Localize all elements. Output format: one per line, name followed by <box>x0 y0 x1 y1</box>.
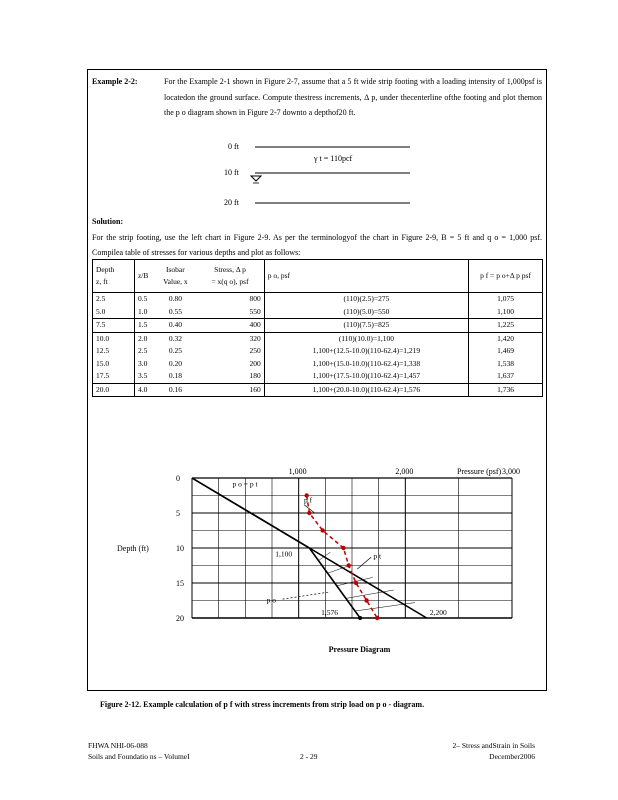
header-zb: z/B <box>134 260 154 293</box>
header-depth: Depth z, ft <box>93 260 135 293</box>
header-po: p o, psf <box>264 260 468 293</box>
zb-cell: 3.5 <box>137 371 148 380</box>
y-axis-title: Depth (ft) <box>117 544 149 553</box>
label-po-eq-pt: p o = p t <box>232 479 258 489</box>
header-pf: p f = p o+Δ p psf <box>469 260 543 293</box>
isobar-cell: 0.40 <box>154 319 196 333</box>
stress-cell: 550 <box>196 306 264 319</box>
pf-cell: 1,538 <box>497 358 514 368</box>
po-cell: 1,100+(15.0-10.0)(110-62.4)=1,338 <box>264 358 468 371</box>
table-row <box>93 345 543 358</box>
pf-cell: 1,637 <box>497 371 514 380</box>
x-tick-label: 2,000 <box>395 467 414 476</box>
pf-point <box>354 581 358 585</box>
pf-point <box>307 511 311 515</box>
po-leader <box>283 592 329 599</box>
zb-cell: 1.5 <box>134 319 154 333</box>
isobar-cell: 0.32 <box>154 332 196 345</box>
isobar-cell: 0.25 <box>168 346 182 355</box>
depth-10-label: 10 ft <box>224 168 239 177</box>
zb-cell: 3.0 <box>137 358 148 368</box>
diagram-title: Pressure Diagram <box>328 645 391 654</box>
isobar-cell: 0.20 <box>168 358 182 368</box>
pt-leader <box>357 557 371 569</box>
pressure-diagram <box>92 450 542 670</box>
depth-cell: 20.0 <box>93 383 135 397</box>
table-row <box>93 319 543 333</box>
pf-point <box>320 528 324 532</box>
footer-left: FHWA NHI-06-088 Soils and Foundatio ns – VolumeI <box>88 741 190 761</box>
water-table-icon <box>251 176 261 181</box>
label-pt: p t <box>373 551 382 561</box>
solution-text: For the strip footing, use the left chart in Figure 2-9. As per the terminologyof the chart in Figure 2-9, B = 5 ft and q o = 1,000 psf. Compilea table of stresses for various depths and plot as follows: <box>92 232 542 257</box>
y-tick-label: 10 <box>176 544 184 553</box>
stress-cell: 200 <box>196 358 264 371</box>
table-row <box>93 358 543 371</box>
depth-20-label: 20 ft <box>224 198 239 207</box>
label-1576: 1,576 <box>321 608 338 618</box>
pf-point <box>341 546 345 550</box>
depth-cell: 12.5 <box>93 345 135 358</box>
isobar-cell: 0.18 <box>168 371 182 380</box>
po-cell: 1,100+(20.0-10.0)(110-62.4)=1,576 <box>264 383 468 397</box>
figure-caption: Figure 2-12. Example calculation of p f with stress increments from strip load on p o - diagram. <box>100 700 425 709</box>
stress-cell: 400 <box>196 319 264 333</box>
y-tick-label: 20 <box>176 614 184 623</box>
header-isobar: Isobar Value, x <box>154 260 196 293</box>
depth-cell: 17.5 <box>93 370 135 383</box>
hatch-line <box>355 603 415 611</box>
pf-cell: 1,100 <box>497 306 514 316</box>
footer-page-number: 2 - 29 <box>300 752 318 761</box>
diagram-grid <box>192 478 512 618</box>
x-tick-label: 1,000 <box>288 467 307 476</box>
zb-cell: 2.5 <box>137 346 148 355</box>
stress-cell: 180 <box>196 370 264 383</box>
label-po: p o <box>266 595 277 605</box>
footer-right: 2– Stress andStrain in Soils December2006 <box>452 741 535 761</box>
stress-table <box>92 259 543 397</box>
pf-point <box>364 598 368 602</box>
po-end-point <box>358 616 362 620</box>
example-block <box>92 74 542 138</box>
example-text: For the Example 2-1 shown in Figure 2-7, assume that a 5 ft wide strip footing with a loading intensity of 1,000psf is locatedon the ground surface. Compute thestress increments, Δ p, under thecenterline ofthe footing and plot themon the p o diagram shown in Figure 2-7 downto a depthof20 ft. <box>164 77 542 117</box>
soil-profile-figure <box>220 140 420 210</box>
depth-cell: 2.5 <box>93 293 135 306</box>
depth-cell: 7.5 <box>93 319 135 333</box>
po-cell: (110)(5.0)=550 <box>264 306 468 319</box>
label-pf: p f <box>304 495 313 505</box>
header-stress: Stress, Δ p = x(q o), psf <box>196 260 264 293</box>
pf-cell: 1,469 <box>497 346 514 355</box>
solution-heading: Solution: <box>92 217 124 226</box>
table-row <box>93 383 543 397</box>
x-tick-label: 3,000 <box>502 467 520 476</box>
stress-cell: 250 <box>196 345 264 358</box>
po-cell: 1,100+(17.5-10.0)(110-62.4)=1,457 <box>264 370 468 383</box>
table-row <box>93 370 543 383</box>
isobar-cell: 0.55 <box>168 306 182 316</box>
pf-cell: 1,225 <box>469 319 543 333</box>
y-tick-label: 5 <box>176 509 180 518</box>
stress-cell: 800 <box>196 293 264 306</box>
unit-weight-label: γ t = 110pcf <box>314 154 353 163</box>
pf-cell: 1,075 <box>497 294 514 303</box>
pf-cell: 1,420 <box>469 332 543 345</box>
isobar-cell: 0.16 <box>154 383 196 397</box>
po-cell: (110)(10.0)=1,100 <box>264 332 468 345</box>
depth-cell: 10.0 <box>93 332 135 345</box>
table-row <box>93 332 543 345</box>
x-axis-title: Pressure (psf) <box>457 467 502 476</box>
po-cell: (110)(2.5)=275 <box>264 293 468 306</box>
zb-cell: 1.0 <box>137 306 148 316</box>
y-tick-label: 15 <box>176 579 184 588</box>
zb-cell: 0.5 <box>137 294 148 303</box>
po-cell: (110)(7.5)=825 <box>264 319 468 333</box>
po-cell: 1,100+(12.5-10.0)(110-62.4)=1,219 <box>264 345 468 358</box>
isobar-cell: 0.80 <box>168 294 182 303</box>
stress-cell: 160 <box>196 383 264 397</box>
pf-point <box>346 563 350 567</box>
depth-0-label: 0 ft <box>228 142 239 151</box>
solution-block <box>92 214 542 261</box>
label-2200: 2,200 <box>429 608 447 618</box>
label-1100: 1,100 <box>275 549 293 559</box>
pf-point <box>375 616 379 620</box>
y-tick-label: 0 <box>176 474 180 483</box>
example-label: Example 2-2: <box>92 77 138 86</box>
depth-cell: 15.0 <box>93 358 135 371</box>
stress-cell: 320 <box>196 332 264 345</box>
pf-cell: 1,736 <box>469 383 543 397</box>
zb-cell: 4.0 <box>134 383 154 397</box>
table-row <box>93 293 543 306</box>
depth-cell: 5.0 <box>93 306 135 319</box>
zb-cell: 2.0 <box>134 332 154 345</box>
table-header-row <box>93 260 543 293</box>
table-row <box>93 306 543 319</box>
